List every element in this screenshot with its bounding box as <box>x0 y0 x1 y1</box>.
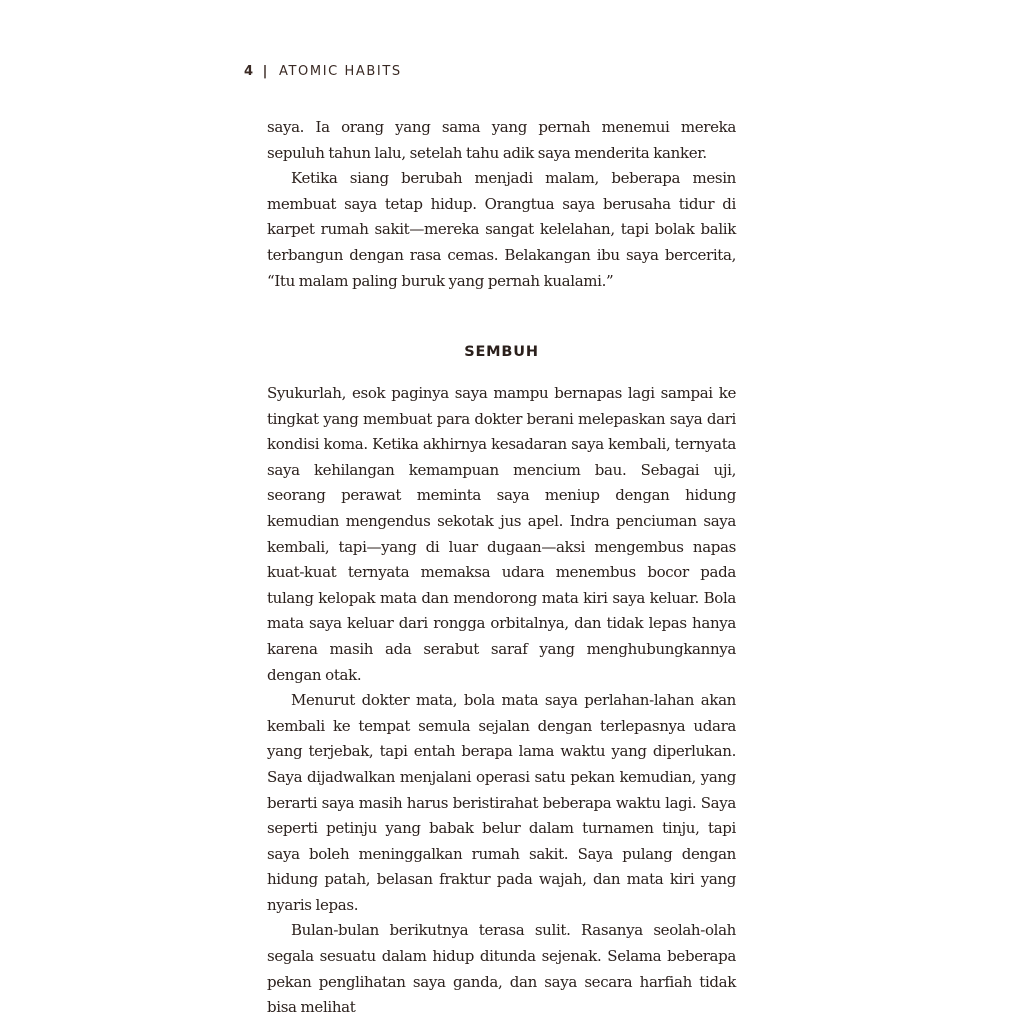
page-number: 4 <box>244 64 255 79</box>
paragraph: saya. Ia orang yang sama yang pernah menemui mereka sepuluh tahun lalu, setelah tahu adik saya menderita kanker. <box>267 118 736 162</box>
continued-text <box>267 115 736 294</box>
section-heading: SEMBUH <box>464 344 539 360</box>
book-title: ATOMIC HABITS <box>279 64 402 79</box>
paragraph: Syukurlah, esok paginya saya mampu bernapas lagi sampai ke tingkat yang membuat para dokter berani melepaskan saya dari kondisi koma. Ketika akhirnya kesadaran saya kembali, ternyata saya kehilangan kemampuan mencium bau. Sebagai uji, seorang perawat meminta saya meniup dengan hidung kemudian mengendus sekotak jus apel. Indra penciuman saya kembali, tapi—yang di luar dugaan—aksi mengembus napas kuat-kuat ternyata memaksa udara menembus bocor pada tulang kelopak mata dan mendorong mata kiri saya keluar. Bola mata saya keluar dari rongga orbitalnya, dan tidak lepas hanya karena masih ada serabut saraf yang menghubungkannya dengan otak. <box>267 384 736 684</box>
paragraph: Bulan-bulan berikutnya terasa sulit. Rasanya seolah-olah segala sesuatu dalam hidup ditunda sejenak. Selama beberapa pekan penglihatan saya ganda, dan saya secara harfiah tidak bisa melihat <box>267 921 736 1017</box>
paragraph: Menurut dokter mata, bola mata saya perlahan-lahan akan kembali ke tempat semula sejalan dengan terlepasnya udara yang terjebak, tapi entah berapa lama waktu yang diperlukan. Saya dijadwalkan menjalani operasi satu pekan kemudian, yang berarti saya masih harus beristirahat beberapa waktu lagi. Saya seperti petinju yang babak belur dalam turnamen tinju, tapi saya boleh meninggalkan rumah sakit. Saya pulang dengan hidung patah, belasan fraktur pada wajah, dan mata kiri yang nyaris lepas. <box>267 691 736 914</box>
paragraph: Ketika siang berubah menjadi malam, beberapa mesin membuat saya tetap hidup. Orangtua saya berusaha tidur di karpet rumah sakit—mereka sangat kelelahan, tapi bolak balik terbangun dengan rasa cemas. Belakangan ibu saya bercerita, “Itu malam paling buruk yang pernah kualami.” <box>267 169 736 290</box>
header-separator: | <box>262 64 270 79</box>
section-body <box>267 381 736 1021</box>
running-header <box>244 64 402 79</box>
